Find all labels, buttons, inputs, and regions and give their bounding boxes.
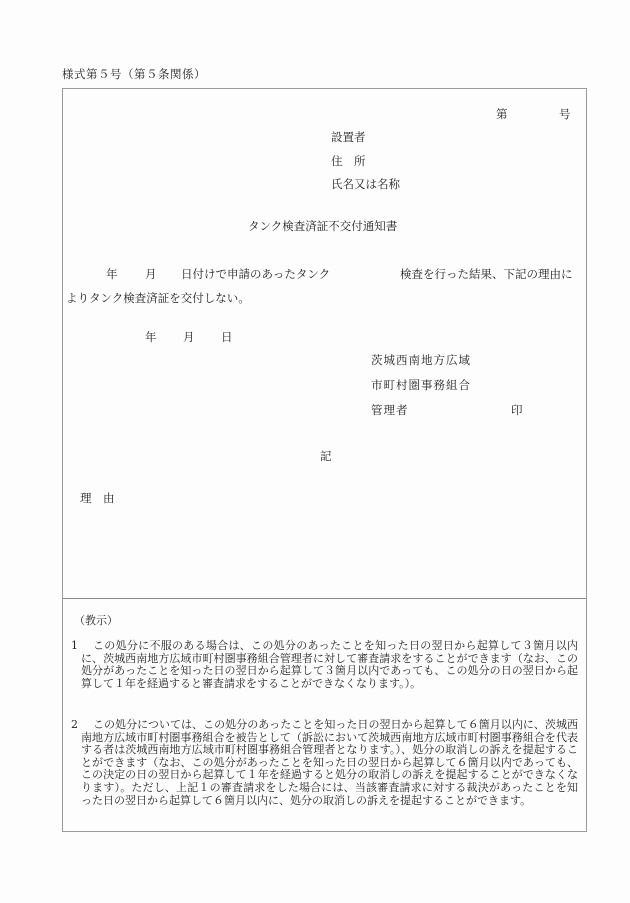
body-line2: よりタンク検査済証を交付しない。	[66, 291, 250, 305]
address-label: 住 所	[331, 154, 366, 168]
instruction-item-1	[71, 640, 578, 690]
issuer-title: 管理者	[371, 403, 409, 417]
date-day: 日	[221, 330, 233, 344]
reason-label: 理 由	[80, 491, 115, 505]
recipient-label: 設置者	[331, 130, 366, 144]
issuer-line2: 市町村圏事務組合	[371, 378, 471, 392]
ki-heading: 記	[320, 449, 332, 463]
form-number-label: 様式第５号（第５条関係）	[62, 67, 206, 81]
body-line1: 日付けで申請のあったタンク	[181, 267, 331, 281]
section-divider	[63, 598, 586, 599]
instruction-text-2: この処分については、この処分のあったことを知った日の翌日から起算して６箇月以内に、茨城西南地方広域市町村圏事務組合を被告として（訴訟において茨城西南地方広域市町村圏事務組合を代表する者は茨城西南地方広域市町村圏事務組合管理者となります。）、処分の取消しの訴えを提起することができます（なお、この処分があったことを知った日の翌日から起算して６箇月以内であっても、この決定の日の翌日から起算して１年を経過すると処分の取消しの訴えを提起することができなくなります）。ただし、上記１の審査請求をした場合には、当該審査請求に対する裁決があったことを知った日の翌日から起算して６箇月以内に、処分の取消しの訴えを提起することができます。	[81, 718, 578, 807]
issuer-line1: 茨城西南地方広域	[371, 353, 471, 367]
seal-mark: 印	[511, 403, 523, 417]
body-year: 年	[106, 267, 118, 281]
number-dai: 第	[496, 107, 508, 121]
date-month: 月	[183, 330, 195, 344]
instruction-item-2	[71, 719, 578, 807]
body-line1-tail: 検査を行った結果、下記の理由に	[400, 267, 573, 281]
date-year: 年	[145, 330, 157, 344]
instruction-number-1: 1	[71, 639, 78, 652]
instruction-text-1: この処分に不服のある場合は、この処分のあったことを知った日の翌日から起算して３箇月以内に、茨城西南地方広域市町村圏事務組合管理者に対して審査請求をすることができます（なお、この処分があったことを知った日の翌日から起算して３箇月以内であっても、この処分の日の翌日から起算して１年を経過すると審査請求をすることができなくなります。）。	[81, 639, 578, 690]
body-month: 月	[145, 267, 157, 281]
document-title: タンク検査済証不交付通知書	[248, 219, 398, 233]
instructions-heading: （教示）	[74, 614, 118, 627]
name-label: 氏名又は名称	[331, 177, 400, 191]
instruction-number-2: 2	[71, 718, 78, 731]
notice-form-box	[62, 88, 587, 832]
number-go: 号	[559, 107, 571, 121]
